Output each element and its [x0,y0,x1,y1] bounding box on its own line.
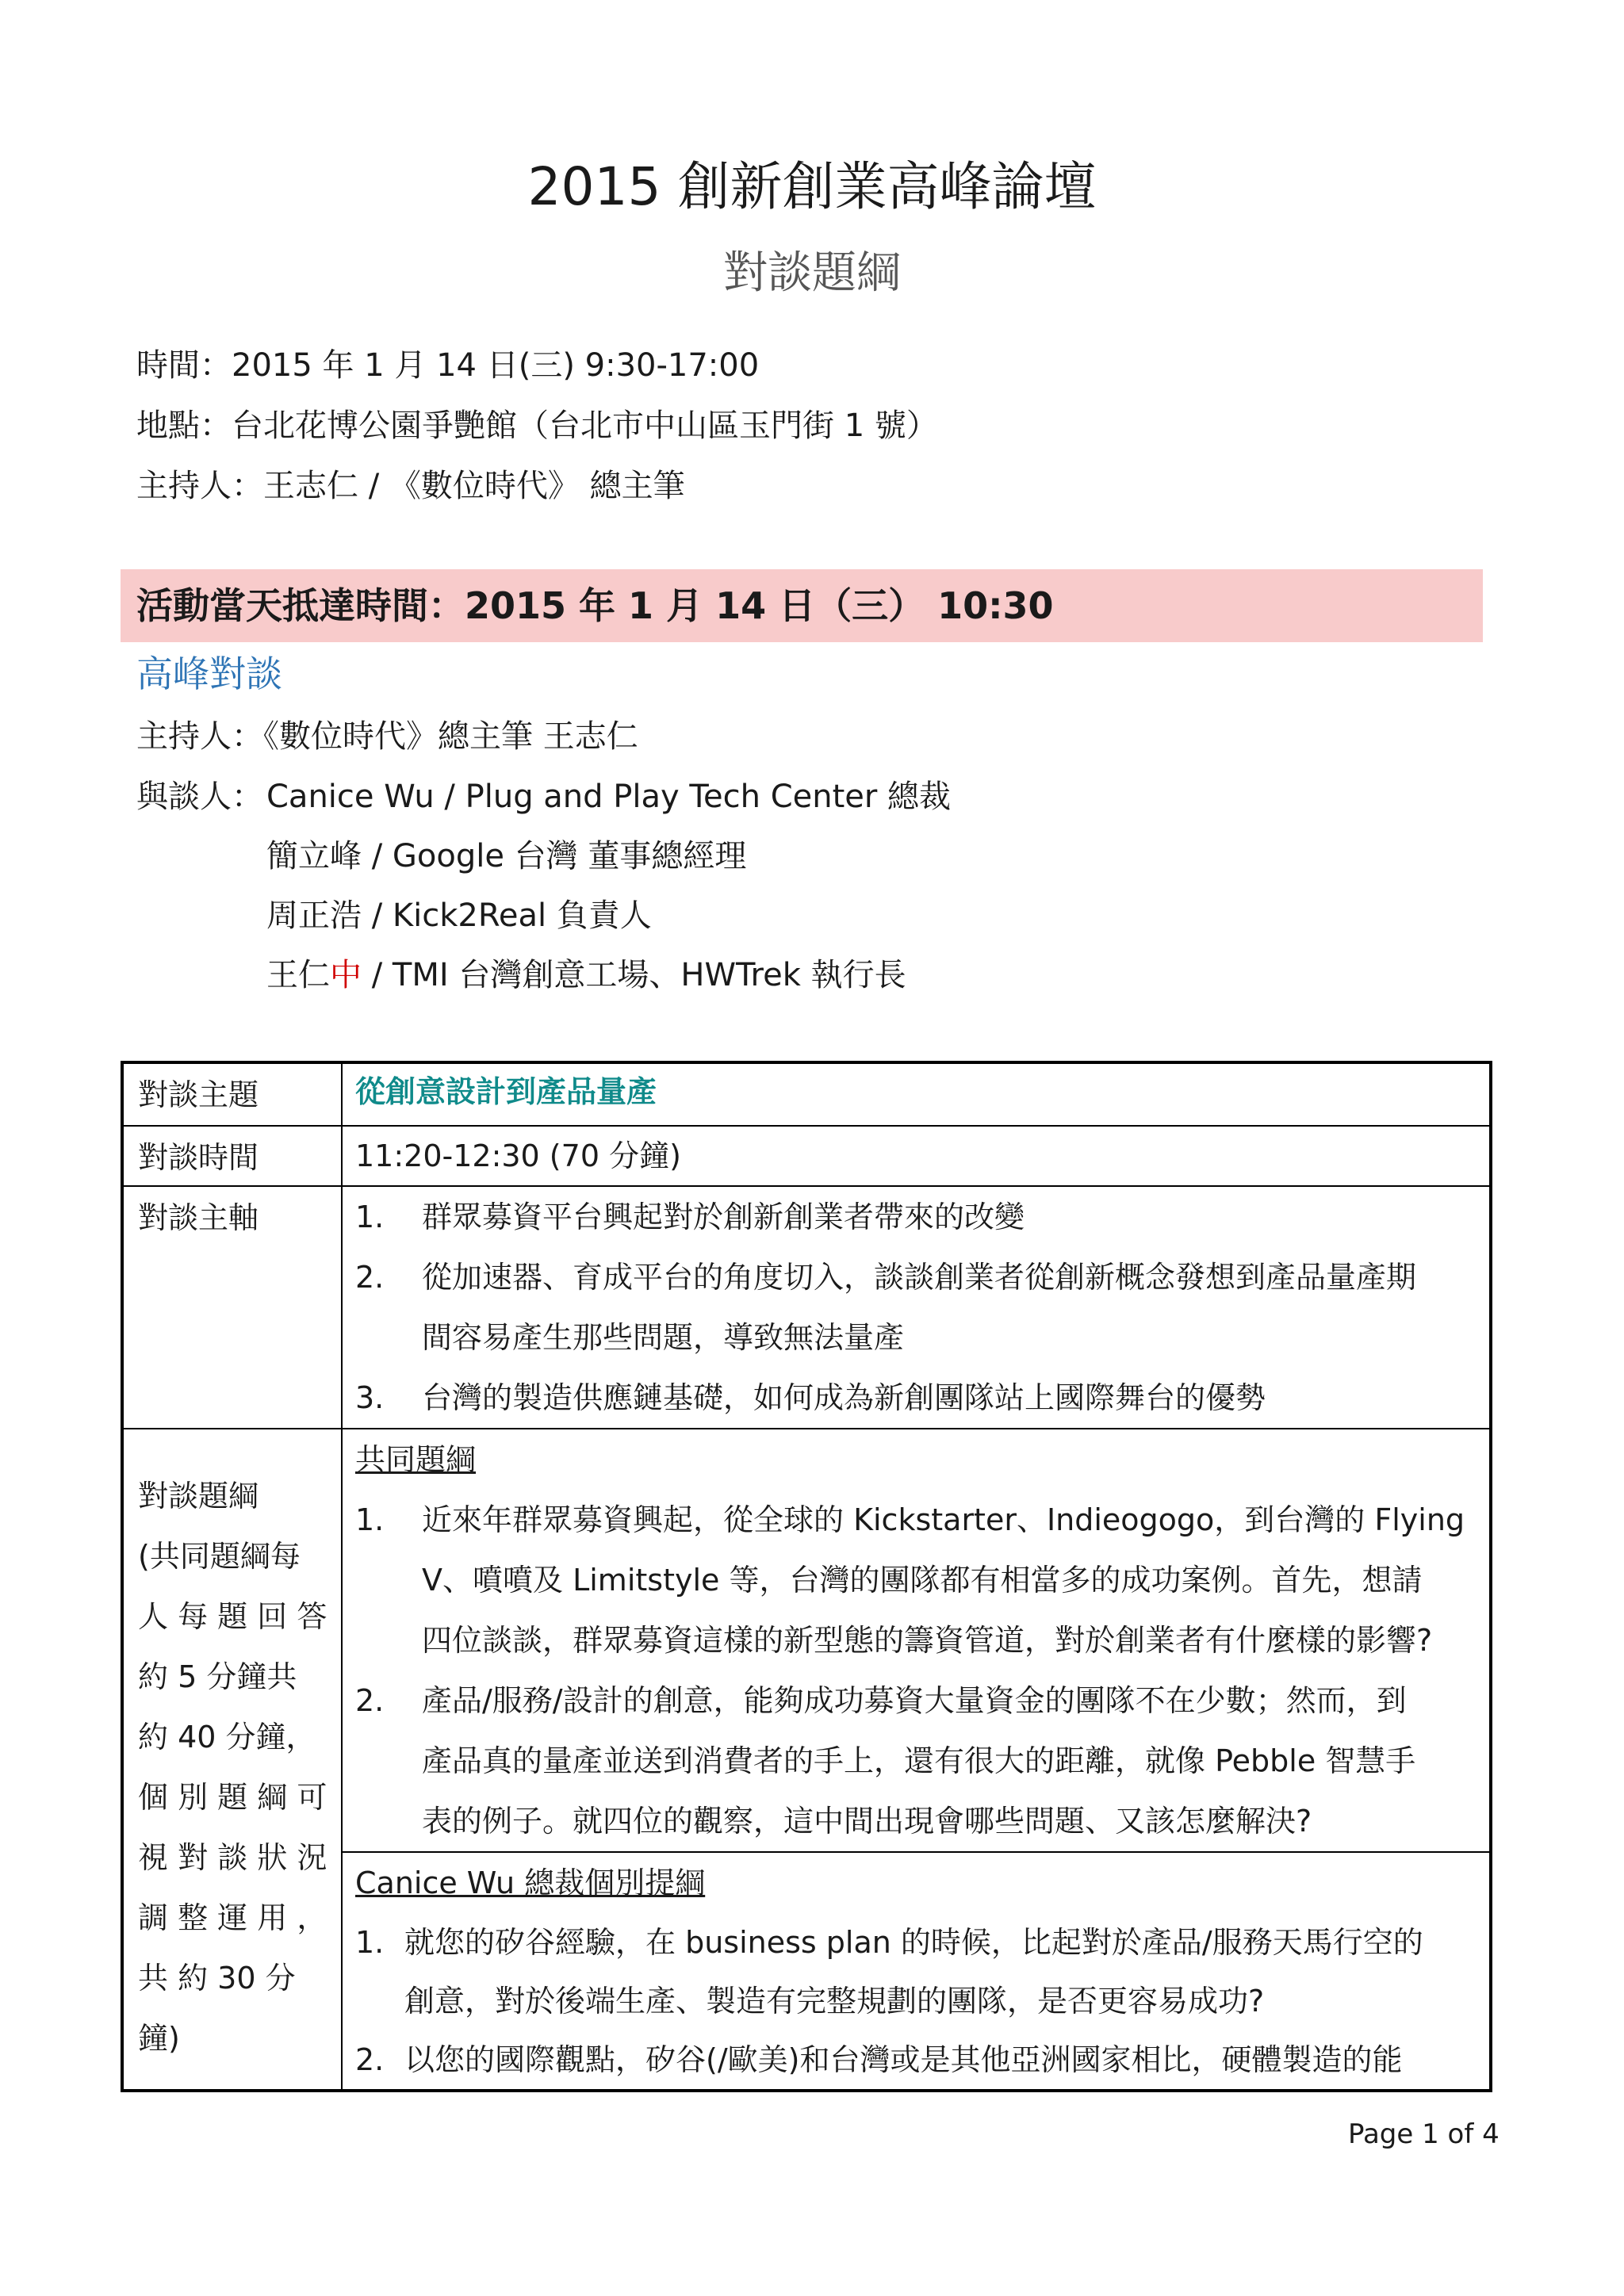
list-item [355,1187,1478,1247]
table-row [122,1186,1491,1429]
speaker-role: / TMI 台灣創意工場、HWTrek 執行長 [362,957,906,993]
speakers-label: 與談人： [136,779,263,815]
table-row [122,1126,1491,1186]
document-title: 2015 創新創業高峰論壇 [527,156,1097,217]
outline-label-line: 約 5 分鐘共 [138,1659,297,1694]
session-host: 主持人：《數位時代》總主筆 王志仁 [136,718,638,755]
common-outline-heading: 共同題綱 [355,1442,477,1477]
topic-value-cell [342,1062,1491,1126]
list-text: 以您的國際觀點，矽谷(/歐美)和台灣或是其他亞洲國家相比，硬體製造的能 [404,2042,1403,2077]
page-number: Page 1 of 4 [1348,2118,1500,2150]
axis-cell [342,1186,1491,1429]
list-number: 3. [355,1380,385,1415]
list-text: 產品真的量產並送到消費者的手上，還有很大的距離，就像 Pebble 智慧手 [422,1743,1416,1778]
list-text: 就您的矽谷經驗，在 business plan 的時候，比起對於產品/服務天馬行空的 [404,1925,1423,1960]
list-text: 表的例子。就四位的觀察，這中間出現會哪些問題、又該怎麼解決? [422,1804,1312,1839]
list-item [355,1247,1478,1368]
list-number: 1. [355,1502,385,1537]
outline-label-line: 個 別 題 綱 可 [138,1780,327,1815]
speaker-item: Canice Wu / Plug and Play Tech Center 總裁 [266,779,952,815]
time-value-cell [342,1126,1491,1186]
outline-label-line: 共 約 30 分 [138,1961,296,1996]
list-number: 2. [355,1260,385,1295]
list-text: 間容易產生那些問題，導致無法量產 [422,1320,905,1355]
list-number: 1. [355,1200,385,1234]
outline-label [122,1429,342,2091]
topic-value: 從創意設計到產品量產 [355,1074,657,1109]
canice-outline-heading: Canice Wu 總裁個別提綱 [355,1866,706,1900]
speaker-item [266,955,906,995]
speaker-item: 簡立峰 / Google 台灣 董事總經理 [266,838,747,874]
arrival-time-text: 活動當天抵達時間：2015 年 1 月 14 日（三） 10:30 [136,584,1054,627]
outline-label-line: 人 每 題 回 答 [138,1599,327,1634]
common-outline-list [355,1490,1478,1851]
list-number: 2. [355,2042,385,2077]
list-text: 從加速器、育成平台的角度切入，談談創業者從創新概念發想到產品量產期 [422,1260,1417,1295]
list-text: 近來年群眾募資興起，從全球的 Kickstarter、Indieogogo，到台灣的 Flying [422,1502,1465,1537]
outline-label-line: 對談題綱 [138,1479,259,1513]
list-text: 產品/服務/設計的創意，能夠成功募資大量資金的團隊不在少數；然而，到 [422,1683,1407,1718]
list-number: 2. [355,1683,385,1718]
canice-outline-cell [342,1852,1491,2091]
list-item [355,2030,1478,2089]
speaker-name-highlight: 中 [330,957,362,993]
time-value: 11:20-12:30 (70 分鐘) [355,1138,681,1173]
list-text: 台灣的製造供應鏈基礎，如何成為新創團隊站上國際舞台的優勢 [422,1380,1266,1415]
speaker-item: 周正浩 / Kick2Real 負責人 [266,897,652,934]
list-number: 1. [355,1925,385,1960]
list-text: 四位談談，群眾募資這樣的新型態的籌資管道，對於創業者有什麼樣的影響? [422,1623,1433,1658]
arrival-time-banner [121,569,1483,642]
event-venue: 地點：台北花博公園爭艷館（台北市中山區玉門街 1 號） [136,408,938,444]
document-subtitle: 對談題綱 [723,247,901,299]
event-time: 時間：2015 年 1 月 14 日(三) 9:30-17:00 [136,347,760,384]
event-host: 主持人：王志仁 / 《數位時代》 總主筆 [136,468,685,504]
list-item [355,1490,1478,1670]
axis-list [355,1187,1478,1428]
outline-label-line: 鐘) [138,2021,180,2056]
canice-outline-list [355,1913,1478,2089]
list-text: 群眾募資平台興起對於創新創業者帶來的改變 [422,1200,1025,1234]
time-label: 對談時間 [122,1126,342,1186]
section-heading: 高峰對談 [136,652,282,695]
table-row [122,1429,1491,1852]
outline-label-line: (共同題綱每 [138,1539,301,1574]
list-item [355,1670,1478,1851]
list-item [355,1913,1478,2030]
outline-label-line: 約 40 分鐘， [138,1720,316,1755]
topic-label: 對談主題 [122,1062,342,1126]
list-item [355,1368,1478,1428]
list-text: 創意，對於後端生產、製造有完整規劃的團隊，是否更容易成功? [404,1984,1265,2019]
speaker-name: 王仁 [266,957,330,993]
list-text: V、噴噴及 Limitstyle 等，台灣的團隊都有相當多的成功案例。首先，想請 [422,1563,1423,1598]
outline-table [121,1061,1492,2092]
outline-label-line: 視 對 談 狀 況 [138,1840,327,1875]
table-row [122,1062,1491,1126]
axis-label: 對談主軸 [122,1186,342,1429]
outline-label-line: 調 整 運 用 ， [138,1900,327,1935]
common-outline-cell [342,1429,1491,1852]
